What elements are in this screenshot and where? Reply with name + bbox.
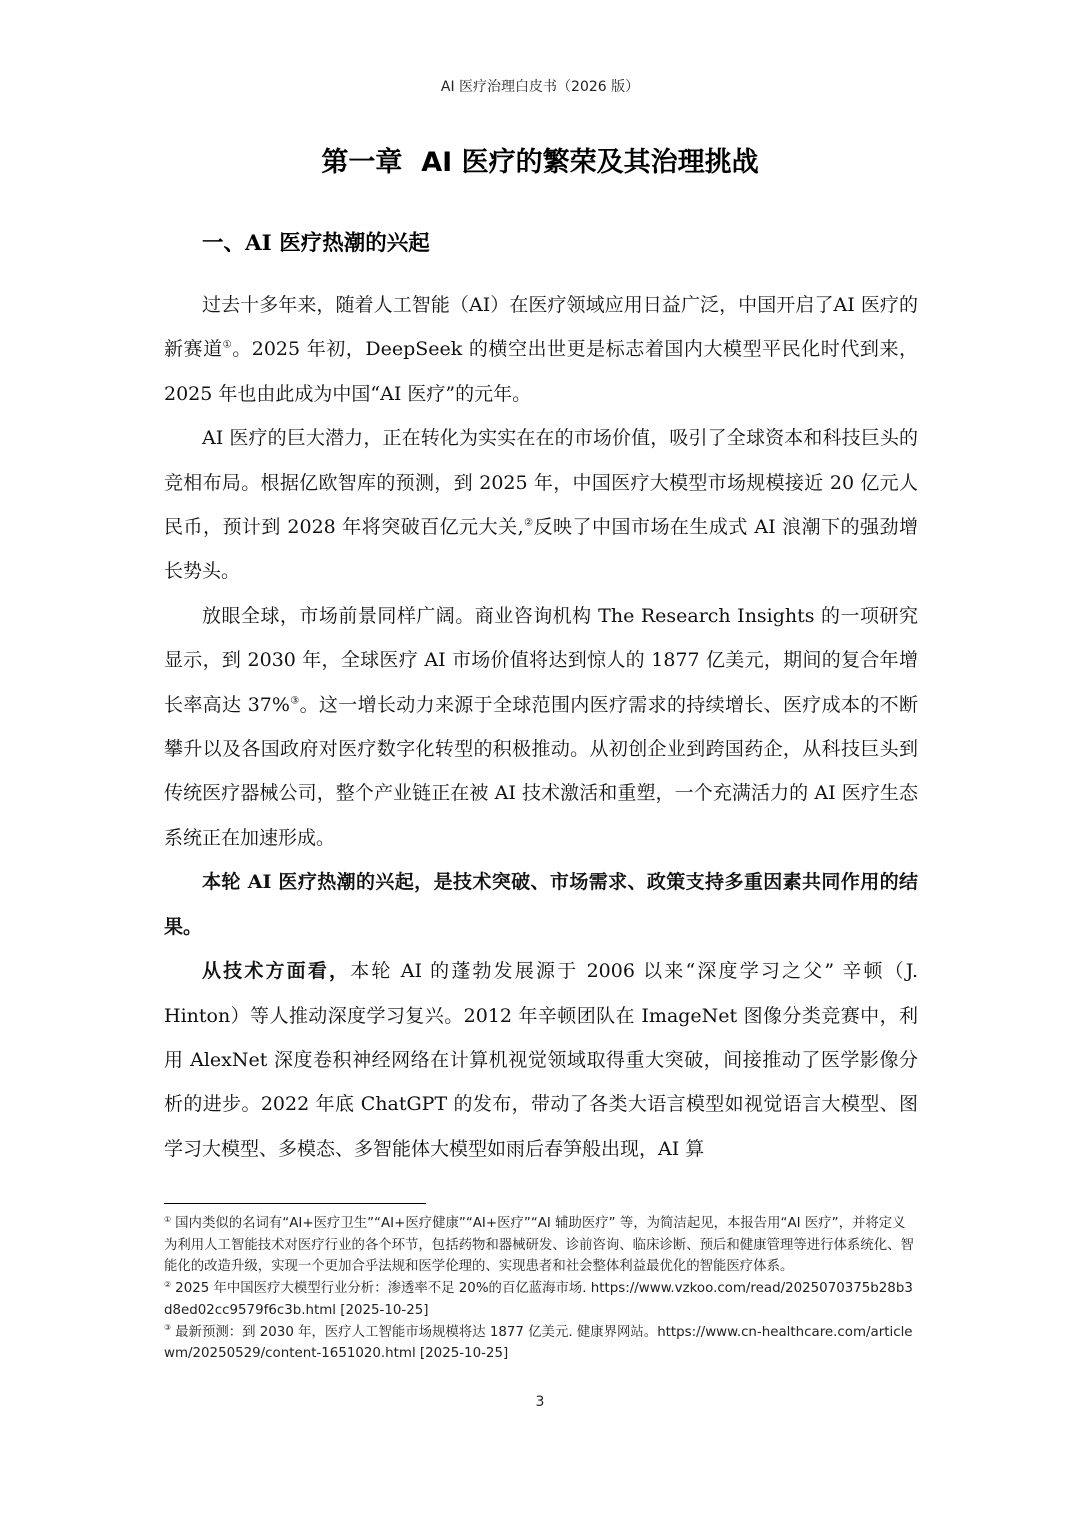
footnote-ref-1[interactable]: ① bbox=[222, 340, 233, 352]
footnote-ref-2[interactable]: ② bbox=[523, 517, 534, 529]
paragraph-5 bbox=[164, 949, 918, 1171]
page-number: 3 bbox=[535, 1394, 545, 1410]
footnote-2-mark: ② bbox=[164, 1279, 172, 1289]
running-header: AI 医疗治理白皮书（2026 版） bbox=[440, 79, 640, 95]
footnotes bbox=[164, 1213, 918, 1365]
paragraph-1 bbox=[164, 283, 918, 416]
paragraph-3-text-a: 放眼全球，市场前景同样广阔。商业咨询机构 The Research Insights 的一项研究显示，到 2030 年，全球医疗 AI 市场价值将达到惊人的 1877 亿美元，期间的复合年增长率高达 37% bbox=[164, 604, 918, 716]
chapter-title: 第一章 AI 医疗的繁荣及其治理挑战 bbox=[321, 147, 759, 178]
footnote-2-text[interactable]: 2025 年中国医疗大模型行业分析：渗透率不足 20%的百亿蓝海市场. https://www.vzkoo.com/read/2025070375b28b3d8ed02cc9579f6c3b.html [2025-10-25] bbox=[164, 1281, 913, 1318]
footnote-1-mark: ① bbox=[164, 1214, 172, 1224]
footnote-1 bbox=[164, 1213, 918, 1278]
footnote-3-mark: ③ bbox=[164, 1323, 172, 1333]
body-text bbox=[164, 283, 918, 1171]
paragraph-3 bbox=[164, 594, 918, 860]
paragraph-1-text-b: 。2025 年初，DeepSeek 的横空出世更是标志着国内大模型平民化时代到来，2025 年也由此成为中国“AI 医疗”的元年。 bbox=[164, 338, 919, 405]
paragraph-1-text-a: 过去十多年来，随着人工智能（AI）在医疗领域应用日益广泛，中国开启了AI 医疗的新赛道 bbox=[164, 294, 918, 361]
paragraph-5-lead: 从技术方面看， bbox=[202, 960, 351, 983]
paragraph-2-text-b: 反映了中国市场在生成式 AI 浪潮下的强劲增长势头。 bbox=[164, 516, 919, 583]
paragraph-3-text-b: 。这一增长动力来源于全球范围内医疗需求的持续增长、医疗成本的不断攀升以及各国政府对医疗数字化转型的积极推动。从初创企业到跨国药企，从科技巨头到传统医疗器械公司，整个产业链正在被 AI 技术激活和重塑，一个充满活力的 AI 医疗生态系统正在加速形成。 bbox=[164, 693, 918, 849]
footnote-1-text: 国内类似的名词有“AI+医疗卫生”“AI+医疗健康”“AI+医疗”“AI 辅助医疗” 等，为简洁起见，本报告用“AI 医疗”，并将定义为利用人工智能技术对医疗行业的各个环节，包括药物和器械研发、诊前咨询、临床诊断、预后和健康管理等进行体系统化、智能化的改造升级，实现一个更加合乎法规和医学伦理的、实现患者和社会整体利益最优化的智能医疗体系。 bbox=[164, 1216, 914, 1275]
paragraph-2-text-a: AI 医疗的巨大潜力，正在转化为实实在在的市场价值，吸引了全球资本和科技巨头的竞相布局。根据亿欧智库的预测，到 2025 年，中国医疗大模型市场规模接近 20 亿元人民币，预计到 2028 年将突破百亿元大关, bbox=[164, 427, 918, 539]
paragraph-4 bbox=[164, 860, 918, 949]
paragraph-4-bold: 本轮 AI 医疗热潮的兴起，是技术突破、市场需求、政策支持多重因素共同作用的结果。 bbox=[164, 871, 918, 938]
footnote-3-text[interactable]: 最新预测：到 2030 年，医疗人工智能市场规模将达 1877 亿美元. 健康界网站。https://www.cn-healthcare.com/articlewm/20250529/content-1651020.html [2025-10-25] bbox=[164, 1324, 913, 1362]
section-title: 一、AI 医疗热潮的兴起 bbox=[202, 231, 430, 256]
footnote-separator bbox=[164, 1203, 426, 1204]
paragraph-2 bbox=[164, 416, 918, 594]
paragraph-5-text: 本轮 AI 的蓬勃发展源于 2006 以来“深度学习之父” 辛顿（J. Hinton）等人推动深度学习复兴。2012 年辛顿团队在 ImageNet 图像分类竞赛中，利用 AlexNet 深度卷积神经网络在计算机视觉领域取得重大突破，间接推动了医学影像分析的进步。2022 年底 ChatGPT 的发布，带动了各类大语言模型如视觉语言大模型、图学习大模型、多模态、多智能体大模型如雨后春笋般出现，AI 算 bbox=[164, 960, 918, 1160]
footnote-ref-3[interactable]: ③ bbox=[289, 695, 300, 707]
footnote-2 bbox=[164, 1278, 918, 1321]
footnote-3 bbox=[164, 1322, 918, 1365]
